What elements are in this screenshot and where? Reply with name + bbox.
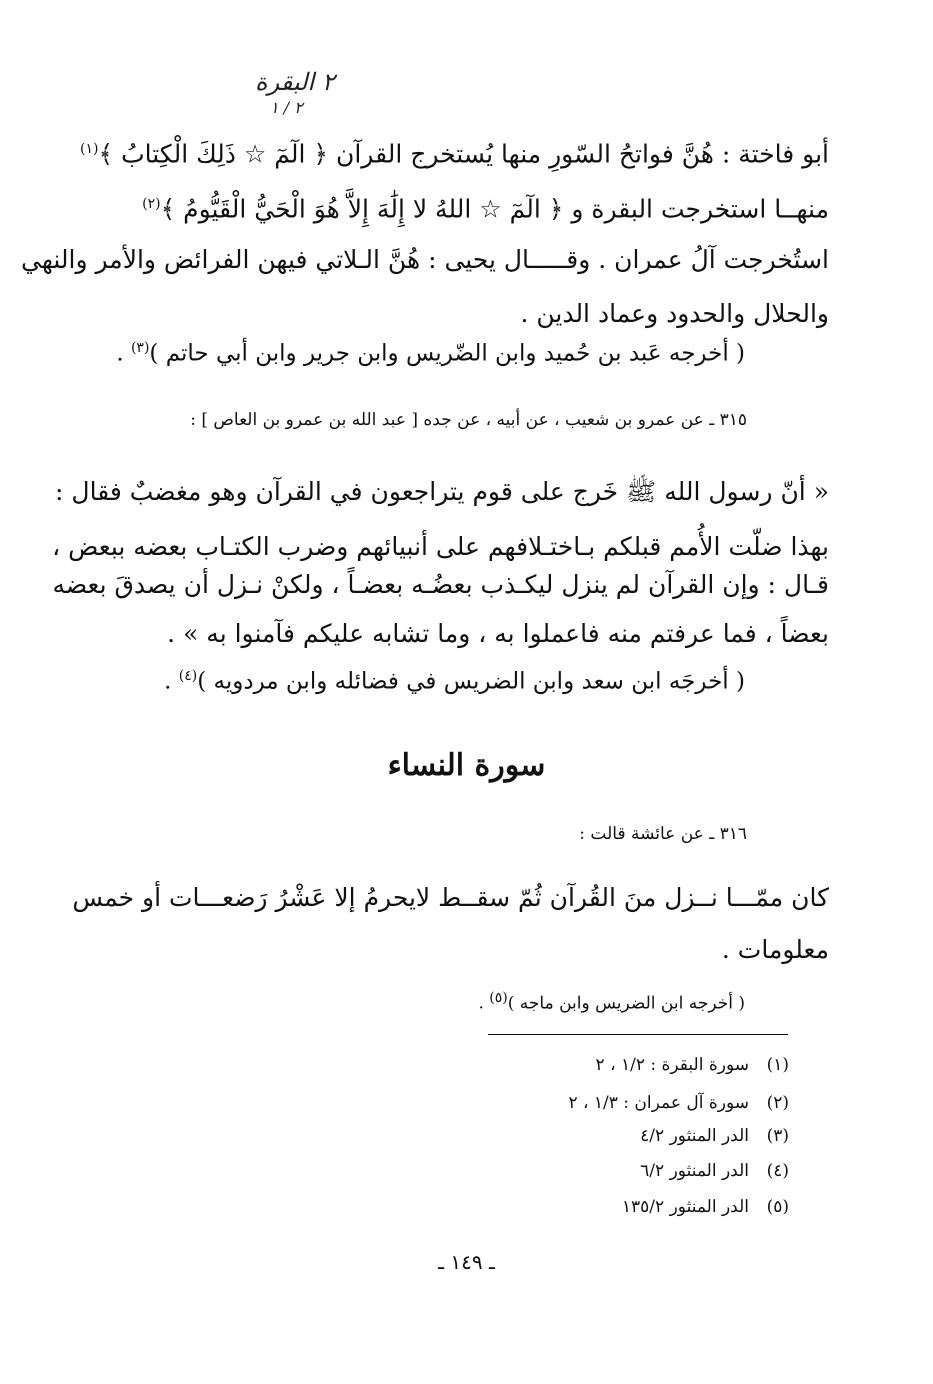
source-citation-2-text: ( أخرجَه ابن سعد وابن الضريس في فضائله وابن مردويه )	[197, 668, 745, 695]
footnote-1-num: (١)	[766, 1055, 789, 1075]
source-citation-1-tail: .	[116, 340, 124, 367]
footnote-ref-2: (٢)	[142, 196, 161, 212]
source-citation-2-tail: .	[164, 668, 172, 695]
footnote-ref-4: (٤)	[178, 668, 198, 684]
para2-line1: « أنّ رسول الله ﷺ خَرج على قوم يتراجعون في القرآن وهو مغضبٌ فقال :	[55, 477, 829, 506]
para3-line2: معلومات .	[721, 935, 829, 964]
para2-line2: بهذا ضلّت الأُمم قبلكم بـاختـلافهم على أنبيائهم وضرب الكتـاب بعضه ببعض ،	[52, 532, 829, 561]
para1-line4: والحلال والحدود وعماد الدين .	[520, 299, 829, 328]
para3-line1: كان ممّـــا نــزل منَ القُرآن ثُمّ سقــط لايحرمُ إلا عَشْرُ رَضعـــات أو خمس	[72, 883, 829, 912]
para1-line3: استُخرجت آلُ عمران . وقـــــال يحيى : هُنَّ الـلاتي فيهن الفرائض والأمر والنهي	[21, 245, 829, 274]
footnote-3-num: (٣)	[766, 1126, 789, 1146]
footnote-ref-1: (١)	[80, 141, 99, 157]
para1-line1-text: أبو فاختة : هُنَّ فواتحُ السّورِ منها يُستخرج القرآن ﴿ الٓمٓ ☆ ذَلِكَ الْكِتابُ ﴾	[98, 139, 829, 169]
footnote-2	[568, 1093, 789, 1113]
hadith-315-header: ٣١٥ ـ عن عمرو بن شعيب ، عن أبيه ، عن جده [ عبد الله بن عمرو بن العاص ] :	[190, 410, 747, 430]
source-citation-3-text: ( أخرجه ابن الضريس وابن ماجه )	[507, 993, 745, 1014]
para1-line1	[80, 122, 829, 181]
surah-title: سورة النساء	[387, 748, 546, 783]
footnote-5	[622, 1197, 789, 1217]
page-number: ـ ١٤٩ ـ	[438, 1250, 495, 1274]
footnote-ref-5: (٥)	[489, 990, 508, 1006]
para2-line3: قـال : وإن القرآن لم ينزل ليكـذب بعضُـه بعضـاً ، ولكنْ نـزل أن يصدقَ بعضه	[52, 570, 829, 599]
source-citation-1-text: ( أخرجه عَبد بن حُميد وابن الضّريس وابن جرير وابن أبي حاتم )	[149, 340, 745, 367]
footnote-4-text: الدر المنثور ٦/٢	[640, 1161, 749, 1181]
footnote-5-num: (٥)	[766, 1197, 789, 1217]
handwritten-annotation-sub: ٢ / ١	[270, 98, 303, 117]
source-citation-1	[116, 340, 745, 367]
footnote-5-text: الدر المنثور ١٣٥/٢	[621, 1197, 749, 1217]
footnote-1-text: سورة البقرة : ١/٢ ، ٢	[595, 1055, 749, 1075]
handwritten-annotation: ٢ البقرة	[255, 68, 335, 96]
hadith-316-header: ٣١٦ ـ عن عائشة قالت :	[579, 824, 747, 844]
footnote-4-num: (٤)	[766, 1161, 789, 1181]
para1-line2-text: منهــا استخرجت البقرة و ﴿ الٓمٓ ☆ اللهُ لا إِلَٰهَ إِلاَّ هُوَ الْحَيُّ الْقَيُّومُ ﴾	[160, 194, 829, 224]
footnote-3-text: الدر المنثور ٤/٢	[640, 1126, 749, 1146]
source-citation-3-tail: .	[478, 993, 484, 1014]
para1-line2	[142, 177, 829, 236]
footnote-2-num: (٢)	[766, 1093, 789, 1113]
footnote-divider	[488, 1034, 788, 1035]
footnote-ref-3: (٣)	[130, 340, 150, 356]
footnote-4	[640, 1161, 789, 1181]
source-citation-3	[478, 990, 745, 1014]
footnote-1	[596, 1055, 789, 1075]
source-citation-2	[164, 668, 745, 695]
footnote-2-text: سورة آل عمران : ١/٣ ، ٢	[568, 1093, 749, 1113]
footnote-3	[640, 1126, 789, 1146]
para2-line4: بعضاً ، فما عرفتم منه فاعملوا به ، وما تشابه عليكم فآمنوا به » .	[167, 619, 829, 648]
